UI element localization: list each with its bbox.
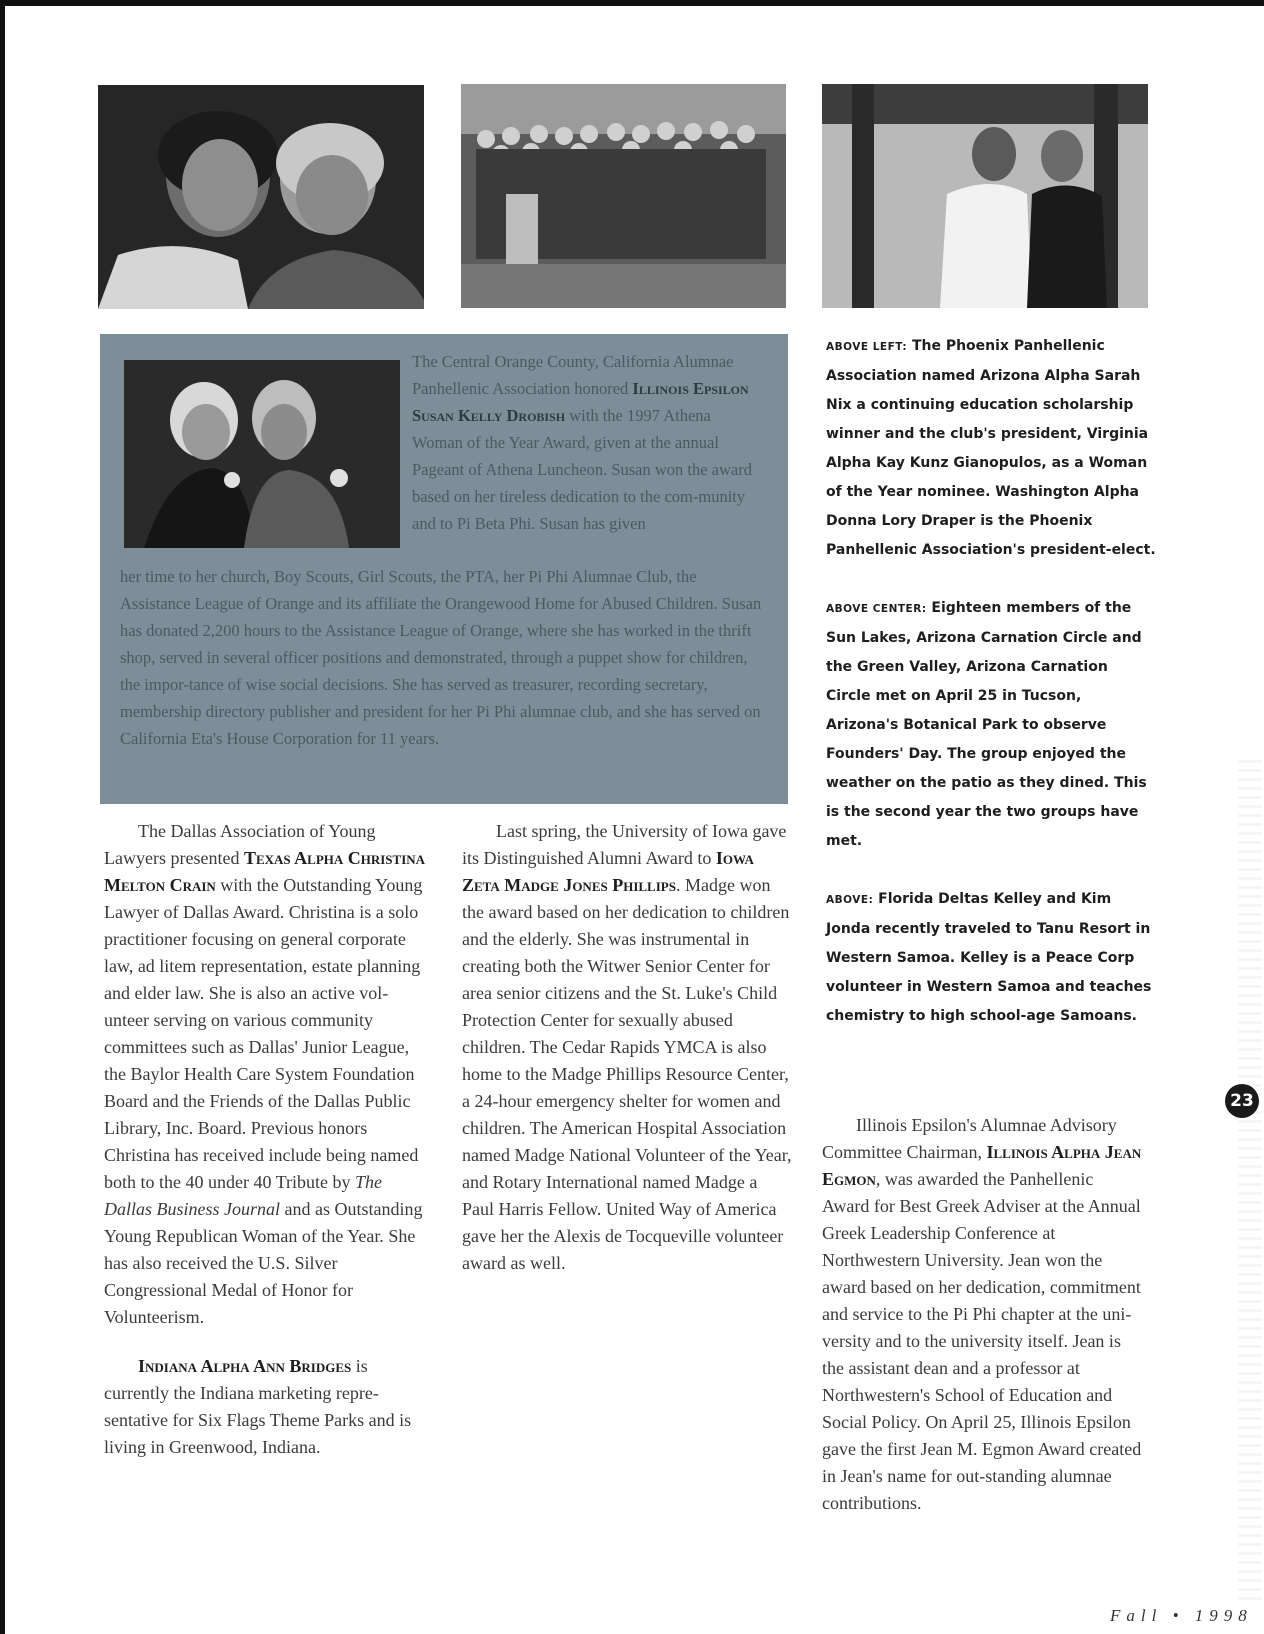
feature-box [100, 334, 788, 804]
article-dallas-intro: The Dallas Association of Young Lawyers presented [104, 821, 376, 868]
feature-text-top [412, 348, 762, 537]
caption-text: The Phoenix Panhellenic Association named Arizona Alpha Sarah Nix a continuing education scholarship winner and the club's president, Virginia Alpha Kay Kunz Gianopulos, as a Woman of the Year nominee. Washington Alpha Donna Lory Draper is the Phoenix Panhellenic Association's president-elect. [826, 338, 1156, 558]
article-iowa-body: . Madge won the award based on her dedication to children and the elderly. She was instrumental in creating both the Witwer Senior Center for area senior citizens and the St. Luke's Child Protection Center for sexually abused children. The Cedar Rapids YMCA is also home to the Madge Phillips Resource Center, a 24-hour emergency shelter for women and children. The American Hospital Association named Madge National Volunteer of the Year, and Rotary International named Madge a Paul Harris Fellow. United Way of America gave her the Alexis de Tocqueville volunteer award as well. [462, 875, 792, 1273]
photo-above [822, 84, 1148, 308]
page-number-badge: 23 [1225, 1084, 1259, 1118]
caption-above-left [826, 332, 1156, 565]
caption-label: ABOVE CENTER: [826, 603, 927, 615]
article-column-2 [462, 818, 792, 1277]
scan-border-top [0, 0, 1264, 6]
article-dallas-body: with the Outstanding Young Lawyer of Dallas Award. Christina is a solo practitioner focusing on general corporate law, ad litem representation, estate planning and elder law. She is also an active vol-unteer serving on various community committees such as Dallas' Junior League, the Baylor Health Care System Foundation Board and the Friends of the Dallas Public Library, Inc. Board. Previous honors Christina has received include being named both to the 40 under 40 Tribute by [104, 875, 423, 1192]
scan-border-left [0, 0, 5, 1634]
article-illinois-intro: Illinois Epsilon's Alumnae Advisory Committee Chairman, [822, 1115, 1117, 1162]
caption-text: Eighteen members of the Sun Lakes, Arizona Carnation Circle and the Green Valley, Arizona Carnation Circle met on April 25 in Tucson, Arizona's Botanical Park to observe Founders' Day. The group enjoyed the weather on the patio as they dined. This is the second year the two groups have met. [826, 600, 1147, 849]
caption-text: Florida Deltas Kelley and Kim Jonda recently traveled to Tanu Resort in Western Samoa. Kelley is a Peace Corp volunteer in Western Samoa and teaches chemistry to high school-age Samoans. [826, 891, 1152, 1024]
article-indiana-body: is currently the Indiana marketing repre-sentative for Six Flags Theme Parks and is living in Greenwood, Indiana. [104, 1356, 412, 1457]
photo-captions [826, 332, 1156, 1060]
article-dallas-end: and as Outstanding Young Republican Woman of the Year. She has also received the U.S. Silver Congressional Medal of Honor for Volunteerism. [104, 1199, 423, 1327]
feature-photo [124, 360, 400, 548]
caption-above-center [826, 594, 1156, 856]
caption-label: ABOVE: [826, 894, 874, 906]
honoree-name-phillips: Iowa Zeta Madge Jones Phillips [462, 848, 754, 895]
honoree-name-crain: Texas Alpha Christina Melton Crain [104, 848, 426, 895]
scan-edge-texture [1238, 760, 1262, 1600]
feature-intro: The Central Orange County, California Alumnae Panhellenic Association honored [412, 352, 734, 398]
honoree-name-bridges: Indiana Alpha Ann Bridges [138, 1356, 352, 1376]
article-column-4 [822, 1112, 1142, 1517]
article-dallas [104, 818, 426, 1331]
feature-body-a: with the 1997 Athena Woman of the Year Award, given at the annual Pageant of Athena Luncheon. Susan won the award based on her tireless dedication to the com-munity and to Pi Beta Phi. Susan has given [412, 406, 752, 533]
article-column-1 [104, 818, 426, 1461]
article-iowa-intro: Last spring, the University of Iowa gave its Distinguished Alumni Award to [462, 821, 787, 868]
photo-above-left [98, 85, 424, 309]
caption-label: ABOVE LEFT: [826, 341, 908, 353]
journal-title: The Dallas Business Journal [104, 1172, 382, 1219]
photo-above-center [461, 84, 786, 308]
caption-above [826, 885, 1156, 1031]
honoree-name-egmon: Illinois Alpha Jean Egmon [822, 1142, 1142, 1189]
issue-footer: Fall • 1998 [1110, 1606, 1253, 1625]
article-illinois [822, 1112, 1142, 1517]
feature-honoree-name: Illinois Epsilon Susan Kelly Drobish [412, 379, 749, 425]
article-illinois-body: , was awarded the Panhellenic Award for Best Greek Adviser at the Annual Greek Leadership Conference at Northwestern University. Jean won the award based on her dedication, commitment and service to the Pi Phi chapter at the uni-versity and to the university itself. Jean is the assistant dean and a professor at Northwestern's School of Education and Social Policy. On April 25, Illinois Epsilon gave the first Jean M. Egmon Award created in Jean's name for out-standing alumnae contributions. [822, 1169, 1142, 1513]
feature-body-b: her time to her church, Boy Scouts, Girl Scouts, the PTA, her Pi Phi Alumnae Club, the Assistance League of Orange and its affiliate the Orangewood Home for Abused Children. Susan has donated 2,200 hours to the Assistance League of Orange, where she has worked in the thrift shop, served in several officer positions and demonstrated, through a puppet show for children, the impor-tance of wise social decisions. She has served as treasurer, recording secretary, membership directory publisher and president for her Pi Phi alumnae club, and she has served on California Eta's House Corporation for 11 years. [120, 567, 762, 748]
article-iowa [462, 818, 792, 1277]
article-indiana [104, 1353, 426, 1461]
